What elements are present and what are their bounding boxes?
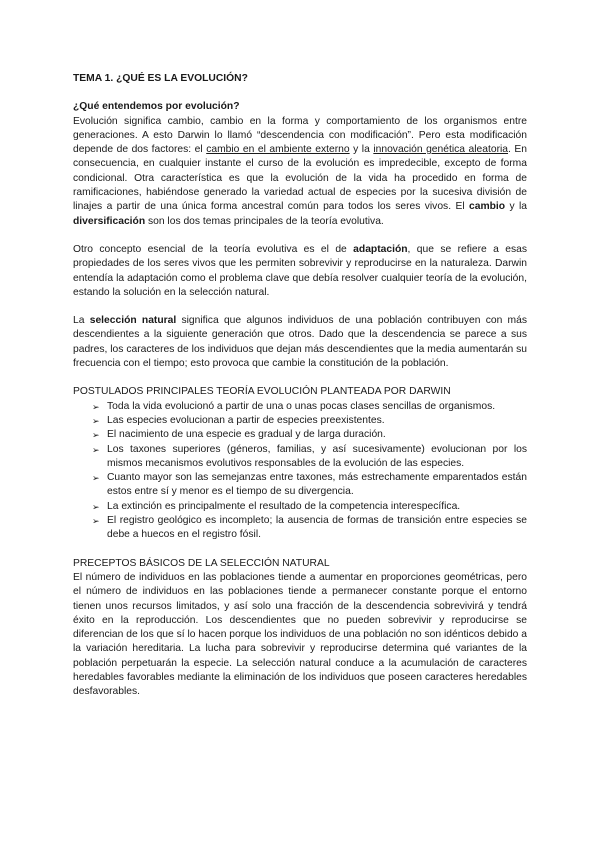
document-page xyxy=(73,72,527,700)
text-run: y la xyxy=(349,144,374,156)
paragraph-natural-selection xyxy=(73,314,527,371)
arrow-bullet-icon: ➢ xyxy=(92,473,100,484)
list-item-text: Cuanto mayor son las semejanzas entre taxones, más estrechamente emparentados están estos entre sí y menor es el tiempo de su divergencia. xyxy=(107,472,527,498)
list-item xyxy=(92,514,527,543)
text-run: significa que algunos individuos de una población contribuyen con más descendientes a la siguiente generación que otros. Dado que la descendencia se parece a sus padres, los caracteres de los individuos que dejan más descendientes que la media aumentarán su frecuencia con el tiempo; esto provoca que cambie la constitución de la población. xyxy=(73,315,527,370)
paragraph-preceptos: El número de individuos en las poblaciones tiende a aumentar en proporciones geométricas, pero el número de individuos en las poblaciones tiende a permanecer constante porque el entorno tienen unos recursos limitados, y así solo una fracción de la descendencia sobrevivirá y tendrá éxito en la reproducción. Los descendientes que no pueden sobrevivir y reproducirse se diferencian de los que sí lo hacen porque los individuos de una población no son idénticos debido a la variación hereditaria. La lucha para sobrevivir y reproducirse determina qué variantes de la población perpetuarán la especie. La selección natural conduce a la acumulación de caracteres heredables favorables mediante la eliminación de los individuos que poseen caracteres heredables desfavorables. xyxy=(73,571,527,698)
postulados-list xyxy=(73,400,527,543)
arrow-bullet-icon: ➢ xyxy=(92,415,100,426)
document-title: TEMA 1. ¿QUÉ ES LA EVOLUCIÓN? xyxy=(73,73,248,84)
list-item-text: El registro geológico es incompleto; la ausencia de formas de transición entre especies se debe a huecos en el registro fósil. xyxy=(107,515,527,541)
arrow-bullet-icon: ➢ xyxy=(92,444,100,455)
bold-term-adaptacion: adaptación xyxy=(353,243,408,255)
list-item xyxy=(92,471,527,500)
section-heading-evolution: ¿Qué entendemos por evolución? xyxy=(73,101,240,113)
arrow-bullet-icon: ➢ xyxy=(92,401,100,412)
paragraph-evolution-definition xyxy=(73,115,527,229)
bold-term-diversificacion: diversificación xyxy=(73,215,146,227)
list-item-text: Toda la vida evolucionó a partir de una o unas pocas clases sencillas de organismos. xyxy=(107,400,496,412)
list-item xyxy=(92,443,527,472)
text-run: son los dos temas principales de la teoría evolutiva. xyxy=(145,215,384,227)
list-item xyxy=(92,400,527,414)
arrow-bullet-icon: ➢ xyxy=(92,430,100,441)
section-heading-preceptos: PRECEPTOS BÁSICOS DE LA SELECCIÓN NATURAL xyxy=(73,557,330,569)
text-run: La xyxy=(73,315,90,327)
text-run: , que se refiere a esas propiedades de los seres vivos que les permiten sobrevivir y reproducirse en la naturaleza. Darwin entendía la adaptación como el problema clave que debía resolver cualquier teoría de la evolución, estando la solución en la selección natural. xyxy=(73,243,528,298)
text-run: y la xyxy=(505,201,527,213)
text-run: Otro concepto esencial de la teoría evolutiva es el de xyxy=(73,243,354,255)
arrow-bullet-icon: ➢ xyxy=(92,516,100,527)
underlined-term-ambiente: cambio en el ambiente externo xyxy=(206,144,350,156)
section-heading-postulados: POSTULADOS PRINCIPALES TEORÍA EVOLUCIÓN PLANTEADA POR DARWIN xyxy=(73,386,451,398)
list-item xyxy=(92,414,527,428)
text-run: . En consecuencia, en cualquier instante el curso de la evolución es impredecible, excepto de forma condicional. Otra característica es que la evolución de la vida ha procedido en forma de ramificaciones, habiéndose generado la variedad actual de especies por la sucesiva división de linajes a partir de una única forma ancestral común para todos los seres vivos. El xyxy=(73,144,527,213)
arrow-bullet-icon: ➢ xyxy=(92,501,100,512)
bold-term-seleccion-natural: selección natural xyxy=(89,315,177,327)
list-item-text: La extinción es principalmente el resultado de la competencia interespecífica. xyxy=(107,500,461,512)
list-item xyxy=(92,500,527,514)
bold-term-cambio: cambio xyxy=(469,201,506,213)
underlined-term-innovacion: innovación genética aleatoria xyxy=(373,144,509,156)
paragraph-adaptation xyxy=(73,243,527,300)
list-item xyxy=(92,428,527,442)
list-item-text: Los taxones superiores (géneros, familias, y así sucesivamente) evolucionan por los mismos mecanismos evolutivos responsables de la evolución de las especies. xyxy=(107,443,527,469)
text-run: Evolución significa cambio, cambio en la forma y comportamiento de los organismos entre generaciones. A esto Darwin lo llamó “descendencia con modificación”. Pero esta modificación depende de dos factores: el xyxy=(73,115,527,156)
list-item-text: Las especies evolucionan a partir de especies preexistentes. xyxy=(107,414,385,426)
list-item-text: El nacimiento de una especie es gradual y de larga duración. xyxy=(107,429,386,441)
